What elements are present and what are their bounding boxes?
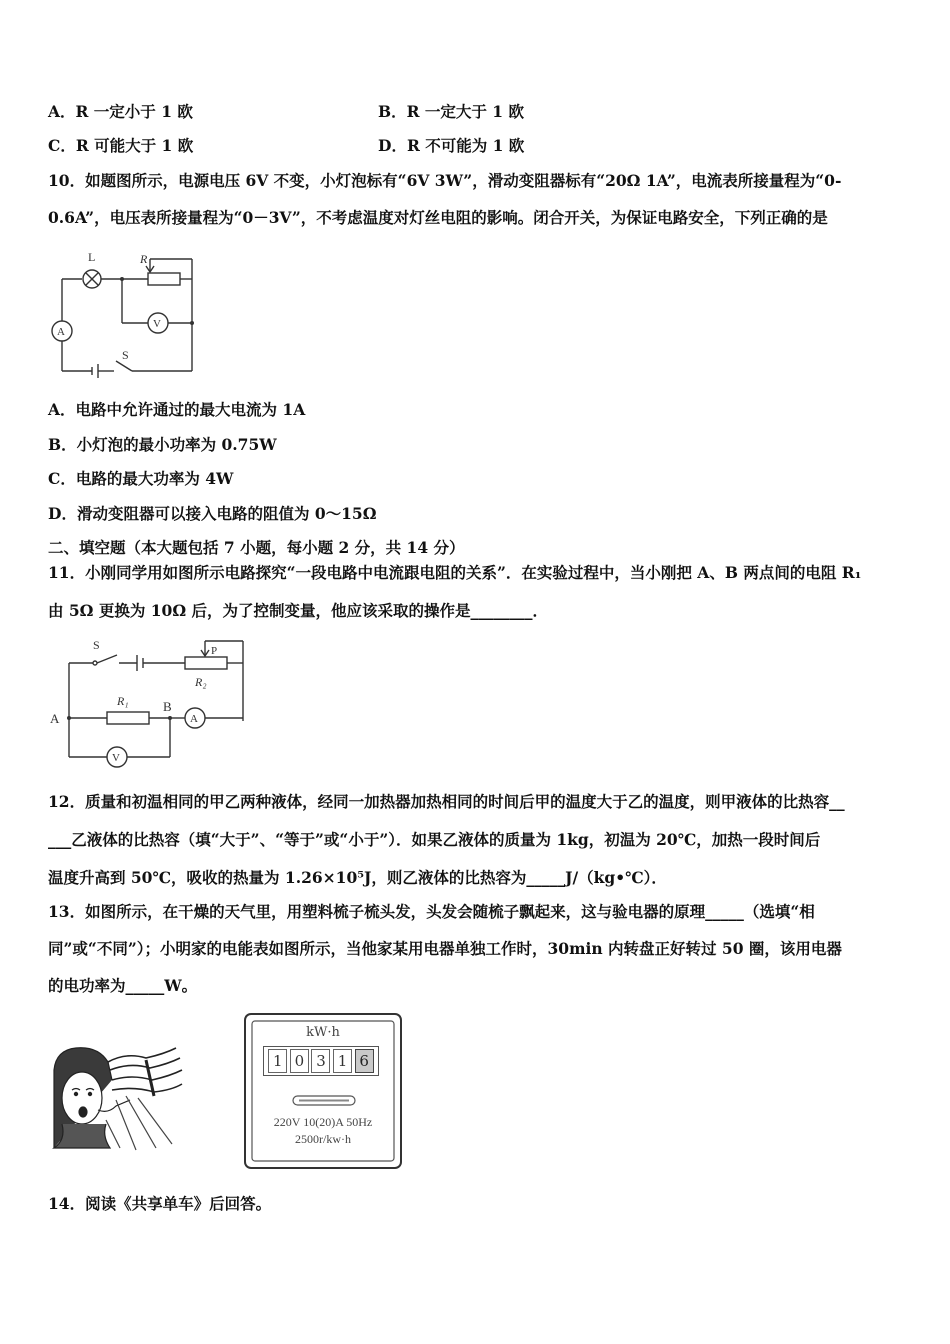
q13-stem-line2: 同”或“不同”）；小明家的电能表如图所示，当他家某用电器单独工作时，30min 内转盘正好转过 50 圈，该用电器 bbox=[48, 939, 842, 958]
q13-stem-line1: 13．如图所示，在干燥的天气里，用塑料梳子梳头发，头发会随梳子飘起来，这与验电器的原理_____（选填“相 bbox=[48, 902, 815, 921]
q11-r1-label: R₁ bbox=[117, 694, 129, 708]
meter-digit: 0 bbox=[290, 1049, 309, 1073]
section2-heading: 二、填空题（本大题包括 7 小题，每小题 2 分，共 14 分） bbox=[48, 538, 465, 557]
q10-voltmeter-label: V bbox=[153, 318, 161, 330]
q11-ammeter-label: A bbox=[190, 713, 198, 725]
q10-option-c: C．电路的最大功率为 4W bbox=[48, 469, 234, 488]
q12-stem-line1: 12．质量和初温相同的甲乙两种液体，经同一加热器加热相同的时间后甲的温度大于乙的温度，则甲液体的比热容__ bbox=[48, 792, 845, 811]
q11-voltmeter-label: V bbox=[112, 752, 120, 764]
q10-option-d: D．滑动变阻器可以接入电路的阻值为 0～15Ω bbox=[48, 504, 377, 523]
meter-unit: kW·h bbox=[306, 1025, 340, 1040]
q11-stem-line1: 11．小刚同学用如图所示电路探究“一段电路中电流跟电阻的关系”．在实验过程中，当小刚把 A、B 两点间的电阻 R₁ bbox=[48, 563, 862, 582]
q11-point-b-label: B bbox=[163, 699, 172, 714]
meter-digit: 1 bbox=[333, 1049, 352, 1073]
meter-spec: 220V 10(20)A 50Hz bbox=[273, 1115, 373, 1129]
q11-circuit-diagram bbox=[45, 633, 255, 773]
q12-stem-line2: ___乙液体的比热容（填“大于”、“等于”或“小于”）．如果乙液体的质量为 1kg，初温为 20℃，加热一段时间后 bbox=[48, 830, 821, 849]
q11-r2-label: R₂ bbox=[195, 675, 207, 689]
q10-switch-label: S bbox=[122, 348, 129, 362]
meter-digit-window bbox=[263, 1046, 379, 1076]
q11-stem-line2: 由 5Ω 更换为 10Ω 后，为了控制变量，他应该采取的操作是________． bbox=[48, 601, 549, 620]
meter-rate: 2500r/kw·h bbox=[295, 1132, 351, 1146]
q9-option-d: D．R 不可能为 1 欧 bbox=[378, 136, 525, 155]
q12-stem-line3: 温度升高到 50℃，吸收的热量为 1.26×10⁵J，则乙液体的比热容为_____J/（kg•℃）． bbox=[48, 868, 667, 887]
q10-rheostat-label: R bbox=[140, 252, 148, 266]
q9-option-b: B．R 一定大于 1 欧 bbox=[378, 102, 524, 121]
q11-point-a-label: A bbox=[50, 711, 60, 726]
electric-meter-figure bbox=[243, 1012, 403, 1170]
q11-slider-label: P bbox=[211, 645, 218, 657]
q10-stem-line2: 0.6A”，电压表所接量程为“0－3V”，不考虑温度对灯丝电阻的影响。闭合开关，为保证电路安全，下列正确的是 bbox=[48, 208, 828, 227]
q10-option-b: B．小灯泡的最小功率为 0.75W bbox=[48, 435, 277, 454]
meter-digit: 3 bbox=[311, 1049, 330, 1073]
meter-digit-decimal: 6 bbox=[355, 1049, 374, 1073]
q10-circuit-diagram bbox=[40, 245, 210, 385]
q10-option-a: A．电路中允许通过的最大电流为 1A bbox=[48, 400, 306, 419]
q10-lamp-label: L bbox=[88, 250, 96, 264]
meter-digit: 1 bbox=[268, 1049, 287, 1073]
q9-option-a: A．R 一定小于 1 欧 bbox=[48, 102, 193, 121]
q10-ammeter-label: A bbox=[57, 326, 65, 338]
q9-option-c: C．R 可能大于 1 欧 bbox=[48, 136, 194, 155]
q13-stem-line3: 的电功率为_____W。 bbox=[48, 976, 198, 995]
q14-stem: 14．阅读《共享单车》后回答。 bbox=[48, 1194, 272, 1213]
q10-stem-line1: 10．如题图所示，电源电压 6V 不变，小灯泡标有“6V 3W”，滑动变阻器标有“20Ω 1A”，电流表所接量程为“0- bbox=[48, 171, 842, 190]
hair-comb-illustration bbox=[46, 1040, 186, 1152]
q11-switch-label: S bbox=[93, 638, 100, 652]
